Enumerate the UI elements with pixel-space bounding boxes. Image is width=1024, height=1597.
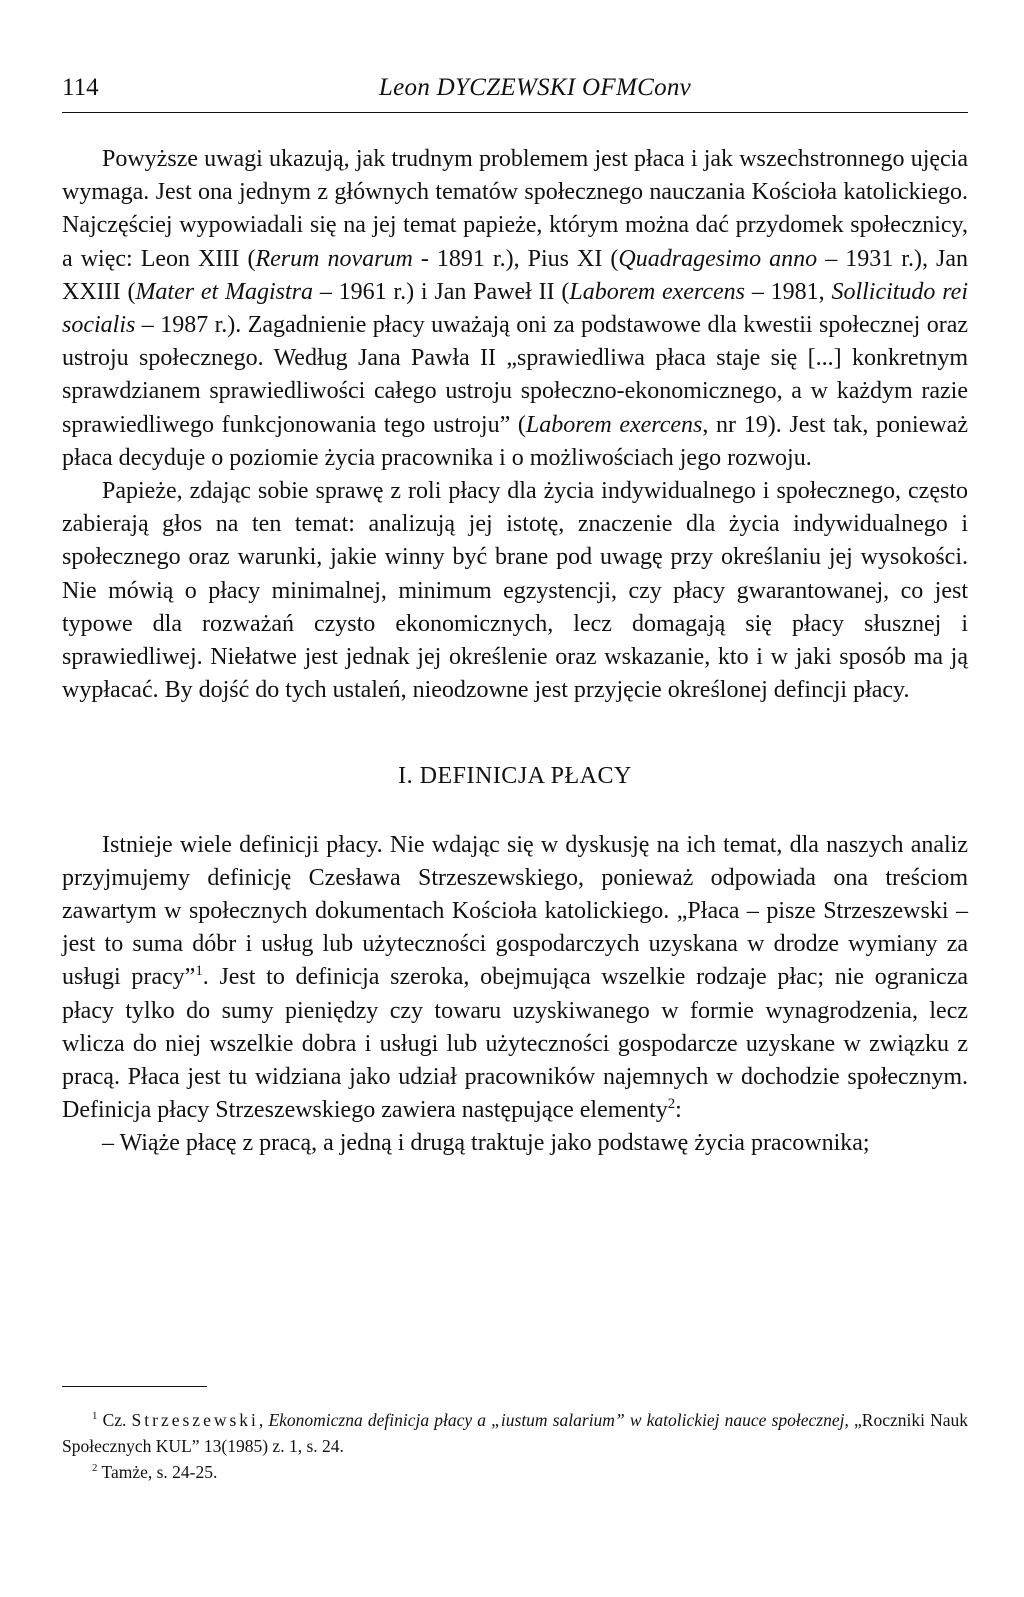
footnote-1-author: Strzeszewski: [131, 1410, 259, 1430]
page-number: 114: [62, 74, 99, 101]
p1-text-a: Powyższe uwagi ukazują, jak trudnym problemem jest płaca i jak wszechstronnego ujęcia wymaga. Jest ona jednym z głównych tematów społecznego nauczania Kościoła katolickiego. Najczęściej wypowiadali się na jej temat papieże, którym można dać przydomek społecznicy, a więc: Leon XIII (: [62, 146, 968, 272]
footnote-2: [62, 1459, 968, 1485]
p3-text-a: Istnieje wiele definicji płacy. Nie wdając się w dyskusję na ich temat, dla naszych analiz przyjmujemy definicję Czesława Strzeszewskiego, ponieważ odpowiada ona treściom zawartym w społecznych dokumentach Kościoła katolickiego. „Płaca – pisze Strzeszewski – jest to suma dóbr i usług lub użyteczności gospodarczych uzyskana w drodze wymiany za usługi pracy”: [62, 831, 968, 991]
footnote-2-marker: 2: [92, 1462, 98, 1475]
p1-text-g: , nr 19). Jest tak, ponieważ płaca decyduje o poziomie życia pracownika i o możliwościach jego rozwoju.: [62, 411, 968, 471]
p1-text-b: - 1891 r.), Pius XI (: [412, 245, 619, 272]
p1-title-laborem-exercens: Laborem exercens: [569, 278, 746, 305]
page-header: [62, 72, 968, 113]
p1-title-quadragesimo-anno: Quadragesimo anno: [618, 245, 818, 272]
footnote-1-marker: 1: [92, 1410, 98, 1423]
footnote-1-title: Ekonomiczna definicja płacy a „iustum salarium” w katolickiej nauce społecznej: [268, 1410, 845, 1430]
p1-title-rerum-novarum: Rerum novarum: [255, 245, 413, 272]
footnote-1: [62, 1407, 968, 1459]
paragraph-2: Papieże, zdając sobie sprawę z roli płacy dla życia indywidualnego i społecznego, często zabierają głos na ten temat: analizują jej istotę, znaczenie dla życia indywidualnego i społecznego oraz warunki, jakie winny być brane pod uwagę przy określaniu jej wysokości. Nie mówią o płacy minimalnej, minimum egzystencji, czy płacy gwarantowanej, co jest typowe dla rozważań czysto ekonomicznych, lecz domagają się płacy słusznej i sprawiedliwej. Niełatwe jest jednak jej określenie oraz wskazanie, kto i w jaki sposób ma ją wypłacać. By dojść do tych ustaleń, nieodzowne jest przyjęcie określonej defincji płacy.: [62, 478, 968, 704]
footnote-ref-2: 2: [667, 1096, 676, 1113]
running-head: Leon DYCZEWSKI OFMConv: [378, 74, 692, 101]
paragraph-3: [62, 829, 968, 1128]
footnote-2-text: Tamże, s. 24-25.: [97, 1462, 218, 1482]
p3-text-b: . Jest to definicja szeroka, obejmująca wszelkie rodzaje płac; nie ogranicza płacy tylko do sumy pieniędzy czy towaru uzyskiwanego w formie wynagrodzenia, lecz wlicza do niej wszelkie dobra i usługi lub użyteczności gospodarcze uzyskane w związku z pracą. Płaca jest tu widziana jako udział pracowników najemnych w dochodzie społecznym. Definicja płacy Strzeszewskiego zawiera następujące elementy: [62, 964, 969, 1124]
footnote-1-text-a: Cz.: [97, 1410, 132, 1430]
footnote-1-text-c: , „Roczniki Nauk Społecznych KUL” 13(1985) z. 1, s. 24.: [62, 1410, 968, 1456]
body-text: [62, 143, 968, 1161]
p1-title-mater-et-magistra: Mater et Magistra: [135, 278, 314, 305]
footnotes: [62, 1407, 968, 1485]
p1-text-c: – 1931 r.), Jan XXIII (: [62, 245, 968, 305]
footnote-ref-1: 1: [195, 963, 203, 980]
footnote-1-text-b: ,: [258, 1410, 269, 1430]
p1-text-d: – 1961 r.) i Jan Paweł II (: [313, 278, 570, 305]
p1-text-e: – 1981,: [745, 278, 832, 305]
p1-text-f: – 1987 r.). Zagadnienie płacy uważają oni za podstawowe dla kwestii społecznej oraz ustroju społecznego. Według Jana Pawła II „sprawiedliwa płaca staje się [...] konkretnym sprawdzianem sprawiedliwości całego ustroju społeczno-ekonomicznego, a w każdym razie sprawiedliwego funkcjonowania tego ustroju” (: [62, 312, 968, 438]
footnote-divider: [62, 1386, 207, 1387]
p1-title-laborem-exercens-2: Laborem exercens: [525, 411, 703, 438]
section-title: I. DEFINICJA PŁACY: [398, 763, 632, 790]
p3-text-c: :: [675, 1097, 682, 1124]
paragraph-4: – Wiąże płacę z pracą, a jedną i drugą traktuje jako podstawę życia pracownika;: [102, 1130, 870, 1157]
paragraph-1: [62, 143, 968, 475]
p1-title-sollicitudo: Sollicitudo rei socialis: [62, 278, 968, 339]
